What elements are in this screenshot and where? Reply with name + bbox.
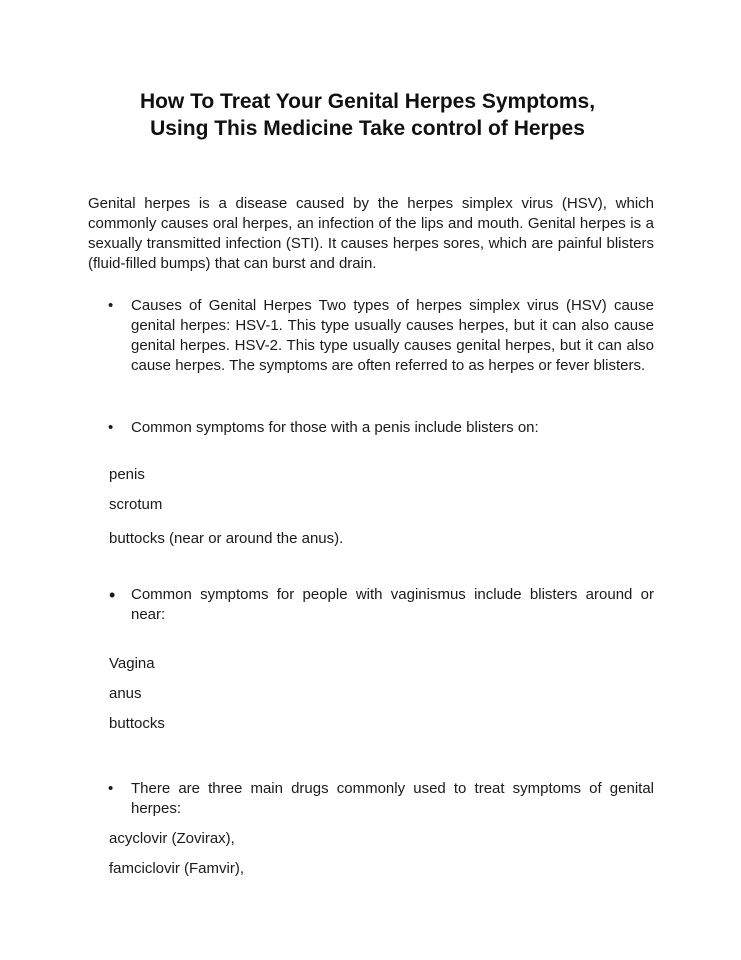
list-item: buttocks bbox=[109, 715, 165, 732]
bullet-item-treatment-drugs bbox=[108, 779, 654, 819]
list-item: Vagina bbox=[109, 655, 155, 672]
bullet-marker: • bbox=[109, 585, 116, 605]
bullet-item-vaginal-symptoms bbox=[109, 585, 654, 625]
bullet-text: Common symptoms for those with a penis include blisters on: bbox=[131, 419, 539, 436]
list-item: famciclovir (Famvir), bbox=[109, 860, 244, 877]
bullet-marker: • bbox=[108, 780, 114, 797]
title-line-2: Using This Medicine Take control of Herpes bbox=[150, 117, 585, 140]
bullet-text: There are three main drugs commonly used to treat symptoms of genital herpes: bbox=[131, 780, 654, 817]
list-item: anus bbox=[109, 685, 142, 702]
bullet-text: Common symptoms for people with vaginismus include blisters around or near: bbox=[131, 586, 654, 623]
bullet-text: Causes of Genital Herpes Two types of herpes simplex virus (HSV) cause genital herpes: HSV-1. This type usually causes herpes, but it can also cause genital herpes. HSV-2. This type usually causes genital herpes, but it can also cause herpes. The symptoms are often referred to as herpes or fever blisters. bbox=[131, 297, 654, 374]
bullet-marker: • bbox=[108, 419, 114, 436]
bullet-marker: • bbox=[108, 297, 114, 314]
bullet-item-penis-symptoms bbox=[108, 418, 654, 438]
list-item: penis bbox=[109, 466, 145, 483]
title-line-1: How To Treat Your Genital Herpes Symptoms, bbox=[139, 90, 596, 113]
list-item: buttocks (near or around the anus). bbox=[109, 530, 344, 547]
bullet-item-causes bbox=[108, 296, 654, 376]
page-title bbox=[60, 88, 675, 142]
intro-paragraph: Genital herpes is a disease caused by the herpes simplex virus (HSV), which commonly causes oral herpes, an infection of the lips and mouth. Genital herpes is a sexually transmitted infection (STI). It causes herpes sores, which are painful blisters (fluid-filled bumps) that can burst and drain. bbox=[88, 195, 654, 272]
list-item: scrotum bbox=[109, 496, 163, 513]
list-item: acyclovir (Zovirax), bbox=[109, 830, 235, 847]
